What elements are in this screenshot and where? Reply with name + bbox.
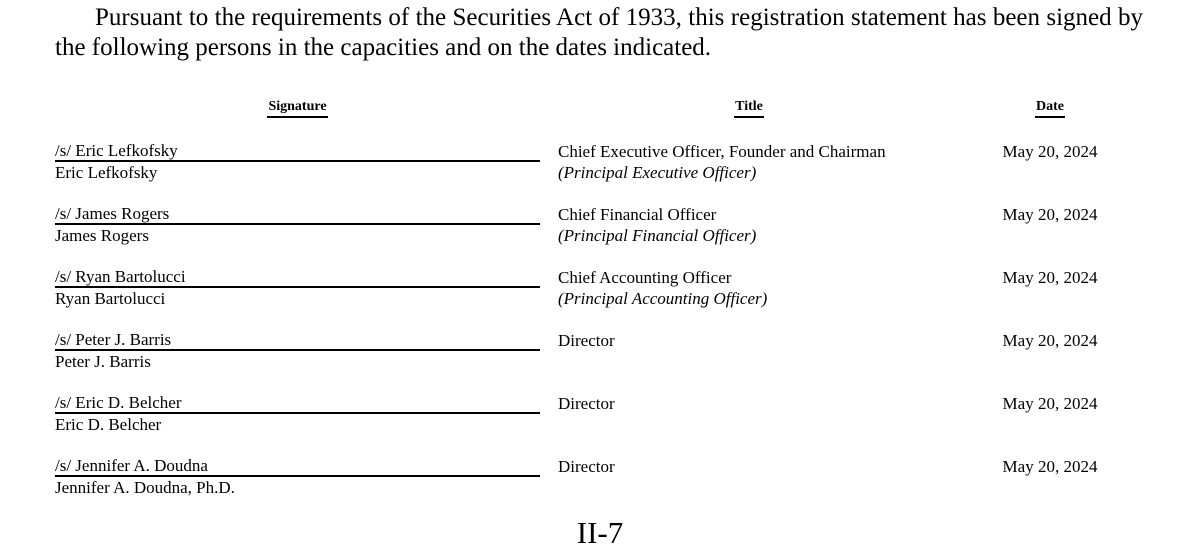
column-gap (540, 456, 558, 498)
signature-cell (55, 267, 540, 309)
signature-cell (55, 204, 540, 246)
column-header-signature (55, 99, 540, 120)
column-header-date (940, 99, 1160, 120)
printed-name: Ryan Bartolucci (55, 289, 166, 308)
signature-value: /s/ Ryan Bartolucci (55, 267, 540, 288)
column-gap (540, 393, 558, 435)
title-value: Chief Executive Officer, Founder and Chairman (558, 142, 886, 161)
printed-name: Eric D. Belcher (55, 415, 162, 434)
date-header-label: Date (1035, 99, 1065, 118)
title-note: (Principal Executive Officer) (558, 163, 757, 182)
date-value: May 20, 2024 (1002, 268, 1098, 287)
title-header-label: Title (734, 99, 764, 118)
printed-name: James Rogers (55, 226, 149, 245)
table-row (55, 267, 1160, 309)
title-note: (Principal Financial Officer) (558, 226, 757, 245)
title-cell (558, 330, 940, 372)
title-cell (558, 456, 940, 498)
signature-cell (55, 330, 540, 372)
date-value: May 20, 2024 (1002, 142, 1098, 161)
table-row (55, 204, 1160, 246)
title-value: Chief Accounting Officer (558, 268, 732, 287)
date-value: May 20, 2024 (1002, 205, 1098, 224)
title-cell (558, 267, 940, 309)
title-value: Director (558, 394, 615, 413)
printed-name: Jennifer A. Doudna, Ph.D. (55, 478, 235, 497)
column-gap (540, 330, 558, 372)
printed-name: Eric Lefkofsky (55, 163, 158, 182)
column-gap (540, 204, 558, 246)
title-value: Director (558, 457, 615, 476)
intro-paragraph: Pursuant to the requirements of the Securities Act of 1933, this registration statement has been signed by the following persons in the capacities and on the dates indicated. (55, 4, 1143, 61)
title-value: Chief Financial Officer (558, 205, 717, 224)
signature-table (55, 99, 1160, 498)
signature-header-label: Signature (267, 99, 327, 118)
signature-cell (55, 141, 540, 183)
signature-cell (55, 456, 540, 498)
date-value: May 20, 2024 (1002, 394, 1098, 413)
signature-cell (55, 393, 540, 435)
signature-value: /s/ Eric D. Belcher (55, 393, 540, 414)
signature-value: /s/ Eric Lefkofsky (55, 141, 540, 162)
table-row (55, 330, 1160, 372)
column-header-title (558, 99, 940, 120)
signature-value: /s/ James Rogers (55, 204, 540, 225)
printed-name: Peter J. Barris (55, 352, 151, 371)
title-cell (558, 141, 940, 183)
title-value: Director (558, 331, 615, 350)
table-row (55, 141, 1160, 183)
signature-value: /s/ Peter J. Barris (55, 330, 540, 351)
column-gap (540, 99, 558, 120)
page-number: II-7 (576, 515, 624, 550)
title-cell (558, 393, 940, 435)
table-header-row (55, 99, 1160, 120)
date-value: May 20, 2024 (1002, 457, 1098, 476)
table-row (55, 456, 1160, 498)
column-gap (540, 141, 558, 183)
table-row (55, 393, 1160, 435)
title-note: (Principal Accounting Officer) (558, 289, 768, 308)
signature-value: /s/ Jennifer A. Doudna (55, 456, 540, 477)
column-gap (540, 267, 558, 309)
date-value: May 20, 2024 (1002, 331, 1098, 350)
title-cell (558, 204, 940, 246)
